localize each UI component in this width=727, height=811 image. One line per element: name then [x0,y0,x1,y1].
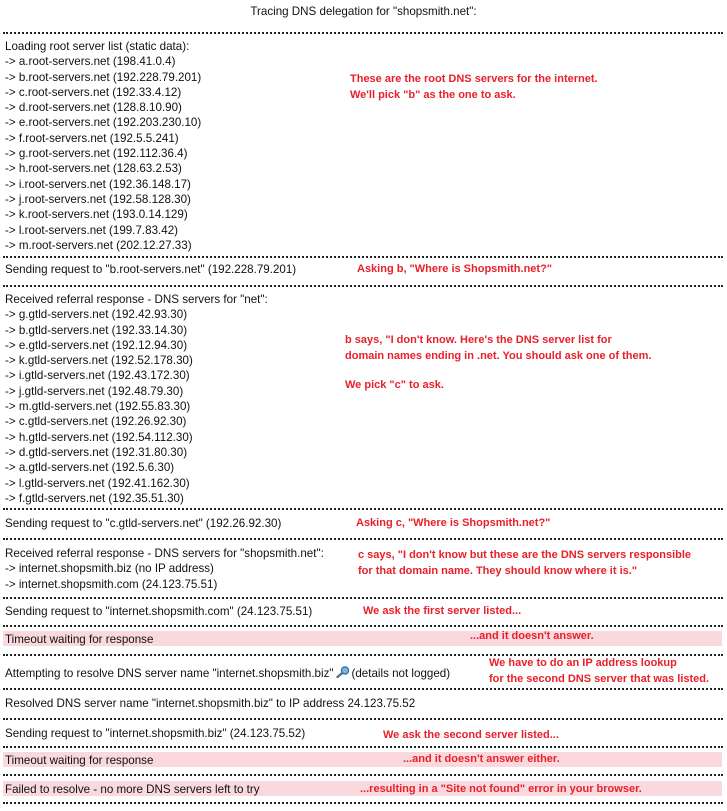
separator [3,774,723,776]
note-line: We have to do an IP address lookup [489,657,677,669]
request-biz: Sending request to "internet.shopsmith.biz" (24.123.75.52) [5,727,306,740]
list-item: -> i.gtld-servers.net (192.43.172.30) [5,369,190,383]
request-biz-note: We ask the second server listed... [383,729,559,741]
request-b-note: Asking b, "Where is Shopsmith.net?" [357,263,553,275]
separator [3,746,723,748]
failed-line: Failed to resolve - no more DNS servers left to try [5,783,260,796]
list-item: -> b.root-servers.net (192.228.79.201) [5,70,202,84]
net-note-pick: We pick "c" to ask. [345,379,444,391]
list-item: -> g.gtld-servers.net (192.42.93.30) [5,308,188,322]
list-item: -> k.gtld-servers.net (192.52.178.30) [5,354,193,368]
separator [3,718,723,720]
resolve-note [489,656,709,687]
root-block [5,39,201,253]
note-line: c says, "I don't know but these are the DNS servers responsible [358,549,692,561]
resolve-details: (details not logged) [351,667,451,680]
shopsmith-note [358,548,691,579]
list-item: -> d.gtld-servers.net (192.31.80.30) [5,445,188,459]
list-item: -> l.gtld-servers.net (192.41.162.30) [5,476,190,490]
resolve-text: Attempting to resolve DNS server name "internet.shopsmith.biz" [5,667,334,680]
page-title: Tracing DNS delegation for "shopsmith.net": [250,5,477,18]
list-item: -> c.gtld-servers.net (192.26.92.30) [5,415,187,429]
list-item: -> b.gtld-servers.net (192.33.14.30) [5,323,188,337]
list-item: -> c.root-servers.net (192.33.4.12) [5,85,182,99]
root-server-list [5,54,201,253]
separator [3,625,723,627]
list-item: -> j.root-servers.net (192.58.128.30) [5,192,191,206]
request-com-note: We ask the first server listed... [363,605,522,617]
list-item: -> e.gtld-servers.net (192.12.94.30) [5,338,188,352]
resolve-line [5,666,450,681]
request-b: Sending request to "b.root-servers.net" (192.228.79.201) [5,263,297,276]
separator [3,538,723,540]
note-line: for that domain name. They should know where it is." [358,564,638,577]
timeout-2-note: ...and it doesn't answer either. [403,753,560,765]
list-item: -> i.root-servers.net (192.36.148.17) [5,177,191,191]
list-item: -> g.root-servers.net (192.112.36.4) [5,147,188,161]
list-item: -> e.root-servers.net (192.203.230.10) [5,116,202,130]
list-item: -> h.gtld-servers.net (192.54.112.30) [5,430,193,444]
note-line: for the second DNS server that was listed. [489,672,710,685]
root-header: Loading root server list (static data): [5,40,190,53]
note-line: b says, "I don't know. Here's the DNS server list for [345,334,612,346]
list-item: -> internet.shopsmith.biz (no IP address) [5,562,214,576]
timeout-2: Timeout waiting for response [5,754,154,767]
net-header: Received referral response - DNS servers for "net": [5,293,268,306]
magnifier-icon[interactable] [336,666,350,678]
list-item: -> f.root-servers.net (192.5.5.241) [5,131,179,145]
separator [3,688,723,690]
separator [3,802,723,804]
request-c-note: Asking c, "Where is Shopsmith.net?" [356,517,551,529]
separator [3,256,723,258]
list-item: -> f.gtld-servers.net (192.35.51.30) [5,491,184,505]
list-item: -> a.root-servers.net (198.41.0.4) [5,55,176,69]
list-item: -> internet.shopsmith.com (24.123.75.51) [5,577,218,591]
separator [3,285,723,287]
list-item: -> l.root-servers.net (199.7.83.42) [5,223,179,237]
list-item: -> k.root-servers.net (193.0.14.129) [5,208,188,222]
list-item: -> m.root-servers.net (202.12.27.33) [5,238,192,252]
resolved-line: Resolved DNS server name "internet.shopsmith.biz" to IP address 24.123.75.52 [5,697,416,710]
failed-note: ...resulting in a "Site not found" error in your browser. [360,783,642,795]
list-item: -> h.root-servers.net (128.63.2.53) [5,162,182,176]
shopsmith-block [5,546,324,592]
note-line: domain names ending in .net. You should ask one of them. [345,349,652,362]
timeout-1-note: ...and it doesn't answer. [470,630,594,642]
separator [3,508,723,510]
separator [3,597,723,599]
net-server-list [5,307,268,506]
request-com: Sending request to "internet.shopsmith.com" (24.123.75.51) [5,605,313,618]
net-note [345,333,651,364]
shopsmith-header: Received referral response - DNS servers for "shopsmith.net": [5,547,324,560]
net-block [5,292,268,506]
list-item: -> a.gtld-servers.net (192.5.6.30) [5,461,175,475]
separator [3,32,723,34]
note-line: These are the root DNS servers for the internet. [350,73,598,85]
timeout-1: Timeout waiting for response [5,633,154,646]
note-line: We'll pick "b" as the one to ask. [350,88,516,101]
list-item: -> j.gtld-servers.net (192.48.79.30) [5,384,184,398]
list-item: -> d.root-servers.net (128.8.10.90) [5,101,182,115]
root-note [350,72,598,103]
list-item: -> m.gtld-servers.net (192.55.83.30) [5,400,191,414]
request-c: Sending request to "c.gtld-servers.net" (192.26.92.30) [5,517,282,530]
